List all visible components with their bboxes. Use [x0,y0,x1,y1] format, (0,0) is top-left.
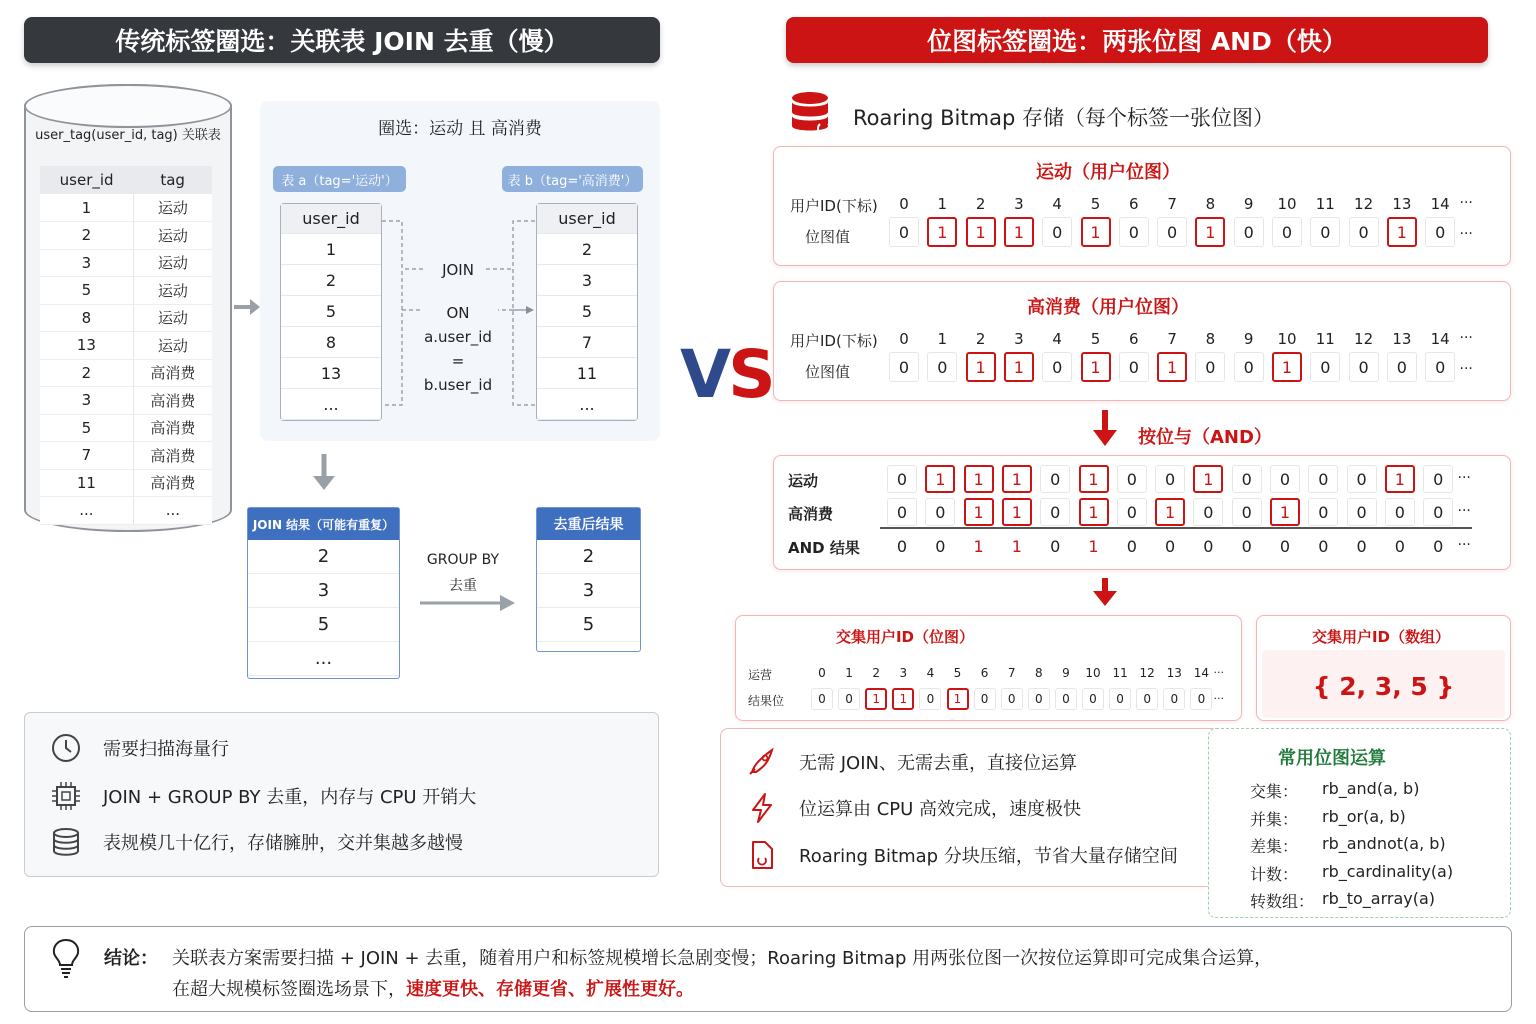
index-cell: 8 [1205,195,1216,213]
drawbacks-box [24,712,659,877]
bit-cell: 0 [1349,217,1379,247]
op-function: rb_to_array(a) [1322,889,1436,908]
inter-bit-cell: 0 [919,688,941,710]
and-bit-cell: 1 [964,498,994,526]
inter-bit-cell: 0 [838,688,860,710]
and-bit-cell: 0 [1308,465,1338,493]
user-id-cell: 5 [40,414,133,442]
user-id-cell: 2 [40,359,133,387]
conclusion-highlight: 速度更快、存储更省、扩展性更好。 [406,979,694,1000]
table-name: user_tag(user_id, tag) 关联表 [35,128,221,143]
index-cell: 11 [1315,330,1335,348]
inter-index-cell: 5 [953,666,962,680]
table-row [40,387,212,415]
arrow-down-red-icon [1092,576,1118,608]
and-bit-cell: 0 [1347,465,1377,493]
tag-cell: 高消费 [133,469,212,497]
table-row [40,222,212,250]
vs-label [680,336,773,413]
and-bit-cell: 1 [1079,498,1109,526]
on-label: ON [446,304,470,322]
arrow-down-red-icon [1092,408,1118,448]
and-bit-cell: 0 [887,498,917,526]
and-bit-cell: 0 [1423,465,1453,493]
query-title: 圈选：运动 且 高消费 [378,119,542,139]
bit-cell: 1 [927,217,957,247]
inter-index-cell: 6 [980,666,989,680]
bit-cell: 0 [1042,352,1072,382]
and-bit-cell: 0 [1193,498,1223,526]
inter-bit-cell: 1 [865,688,887,710]
result-cell: 5 [537,608,640,642]
and-bit-cell: 0 [896,536,908,556]
join-cond-2: = [451,352,465,370]
and-bit-cell: 1 [964,465,994,493]
table-row [40,249,212,277]
inter-index-cell: 14 [1193,666,1210,680]
benefit-3-text: Roaring Bitmap 分块压缩，节省大量存储空间 [799,846,1178,867]
result-cell: 3 [537,574,640,608]
and-row-label: 运动 [788,472,819,490]
result-cell: 5 [248,608,399,642]
result-cell: 2 [537,540,640,574]
result-cell: 3 [248,574,399,608]
and-row-label: AND 结果 [788,539,860,557]
table-row [40,304,212,332]
index-cell: 14 [1430,195,1450,213]
and-bit-cell: 0 [1347,498,1377,526]
inter-index-cell: 3 [899,666,908,680]
ellipsis: ··· [1459,361,1473,377]
bit-cell: 0 [1425,352,1455,382]
bit-cell: 1 [1004,217,1034,247]
table-row [40,469,212,497]
and-bit-cell: 0 [887,465,917,493]
storage-label: Roaring Bitmap 存储（每个标签一张位图） [853,106,1274,130]
table-row [40,414,212,442]
drawback-3-text: 表规模几十亿行，存储臃肿，交并集越多越慢 [103,833,463,854]
op-name: 转数组： [1250,892,1315,911]
and-bit-cell: 0 [925,498,955,526]
table-row [40,442,212,470]
col-cell: 11 [537,358,637,389]
user-id-cell: 3 [40,249,133,277]
col-cell: 7 [537,327,637,358]
inter-bit-cell: 0 [1109,688,1131,710]
bit-cell: 0 [889,217,919,247]
index-cell: 11 [1315,195,1335,213]
bit-cell: 1 [1157,352,1187,382]
and-bit-cell: 0 [1270,465,1300,493]
tag-cell: ... [133,497,212,525]
benefits-box [720,728,1224,887]
table-b-column [536,203,638,421]
dedup-title: 去重后结果 [537,508,640,540]
lightning-icon [745,791,779,825]
index-cell: 7 [1167,330,1177,348]
and-bit-cell: 1 [1385,465,1415,493]
bit-cell: 1 [1081,217,1111,247]
col-cell: 8 [281,327,381,358]
join-cond-1: a.user_id [424,328,492,346]
database-red-icon [790,90,834,136]
col-cell: 2 [281,265,381,296]
clock-icon [49,731,83,765]
conclusion-line1: 关联表方案需要扫描 + JOIN + 去重，随着用户和标签规模增长急剧变慢；Roaring Bitmap 用两张位图一次按位运算即可完成集合运算， [172,948,1273,969]
and-divider [880,527,1472,529]
and-label: 按位与（AND） [1138,427,1272,448]
conclusion-line2 [172,975,694,1001]
join-cond-3: b.user_id [423,376,493,394]
bit-cell: 0 [1042,217,1072,247]
user-id-cell: 13 [40,332,133,360]
drawback-1 [49,731,229,765]
ellipsis: ··· [1457,503,1471,519]
index-cell: 3 [1014,195,1024,213]
user-id-cell: ... [40,497,133,525]
and-bit-cell: 0 [1117,465,1147,493]
and-bit-cell: 0 [1279,536,1291,556]
op-function: rb_and(a, b) [1322,779,1420,798]
user-id-cell: 5 [40,277,133,305]
user-id-cell: 3 [40,387,133,415]
tag-cell: 运动 [133,249,212,277]
inter-index-cell: 4 [926,666,935,680]
table-row [40,277,212,305]
index-cell: 12 [1354,195,1374,213]
index-cell: 6 [1129,195,1139,213]
and-bit-cell: 1 [1079,465,1109,493]
value-label: 位图值 [805,363,851,381]
bit-cell: 1 [966,217,996,247]
index-cell: 0 [899,330,909,348]
col-cell: 5 [537,296,637,327]
drawback-1-text: 需要扫描海量行 [103,739,229,760]
col-cell: 5 [281,296,381,327]
inter-index-cell: 10 [1085,666,1101,680]
drawback-2 [49,779,476,813]
result-cell: 2 [248,540,399,574]
and-bit-cell: 1 [925,465,955,493]
index-cell: 2 [975,330,986,348]
right-title: 位图标签圈选：两张位图 AND（快） [786,17,1488,63]
dedup-result-box [536,507,641,652]
table-row [40,194,212,222]
col-header: user_id [537,204,637,234]
and-bit-cell: 1 [1002,465,1032,493]
index-cell: 1 [937,195,948,213]
tag-cell: 运动 [133,277,212,305]
and-bit-cell: 1 [1088,536,1099,556]
inter-index-cell: 11 [1112,666,1128,680]
drawback-3 [49,825,463,859]
and-bit-cell: 0 [1423,498,1453,526]
and-bit-cell: 1 [1155,498,1185,526]
index-cell: 13 [1392,330,1412,348]
bit-cell: 0 [927,352,957,382]
index-cell: 12 [1354,330,1374,348]
arrow-right-icon [232,296,262,318]
op-function: rb_cardinality(a) [1322,861,1454,881]
bit-cell: 1 [1195,217,1225,247]
user-tag-table [40,166,212,525]
index-cell: 4 [1052,195,1062,213]
join-label: JOIN [442,261,474,279]
index-cell: 4 [1052,330,1062,348]
op-function: rb_andnot(a, b) [1322,834,1446,853]
inter-row2-label: 结果位 [748,694,785,708]
bit-cell: 0 [1119,352,1149,382]
col-cell: 1 [281,234,381,265]
index-cell: 3 [1014,330,1024,348]
and-bit-cell: 0 [1356,536,1367,556]
index-label: 用户ID(下标) [790,197,878,215]
and-bit-cell: 0 [1318,536,1329,556]
and-bit-cell: 0 [1232,498,1262,526]
tag-cell: 运动 [133,194,212,222]
bit-cell: 0 [1310,352,1340,382]
and-bit-cell: 0 [1385,498,1415,526]
bit-cell: 1 [966,352,996,382]
inter-array-title: 交集用户ID（数组） [1311,628,1451,646]
col-header-user-id: user_id [40,166,133,194]
inter-bit-cell: 0 [811,688,833,710]
index-cell: 8 [1205,330,1216,348]
and-bit-cell: 0 [935,536,946,556]
inter-index-cell: 13 [1166,666,1182,680]
index-cell: 6 [1129,330,1139,348]
bit-cell: 0 [1425,217,1455,247]
database-icon [49,825,83,859]
table-row [40,497,212,525]
inter-bit-cell: 0 [1028,688,1050,710]
and-bit-cell: 0 [1040,498,1070,526]
and-bit-cell: 0 [1117,498,1147,526]
inter-index-cell: 7 [1007,666,1016,680]
drawback-2-text: JOIN + GROUP BY 去重，内存与 CPU 开销大 [103,787,477,808]
index-cell: 10 [1277,330,1297,348]
arrow-right-icon [418,592,518,614]
and-bit-cell: 0 [1050,536,1061,556]
index-cell: 2 [975,195,986,213]
inter-bit-cell: 0 [1082,688,1104,710]
inter-bit-cell: 0 [1055,688,1077,710]
benefit-2-text: 位运算由 CPU 高效完成，速度极快 [799,799,1082,820]
op-function: rb_or(a, b) [1322,806,1406,826]
index-cell: 0 [899,195,909,213]
table-a-label: 表 a（tag='运动'） [273,166,406,192]
inter-index-cell: 8 [1034,666,1043,680]
index-cell: 5 [1090,195,1101,213]
tag-cell: 高消费 [133,387,212,415]
ellipsis: ··· [1213,692,1224,705]
op-name: 并集： [1250,809,1299,829]
tag-cell: 高消费 [133,359,212,387]
inter-row1-label: 运营 [748,668,773,682]
bit-cell: 1 [1272,352,1302,382]
and-bit-cell: 1 [973,536,984,556]
bit-cell: 0 [1157,217,1187,247]
op-name: 差集： [1250,837,1299,856]
inter-bit-cell: 0 [1136,688,1158,710]
spend-title: 高消费（用户位图） [1027,297,1189,318]
and-bit-cell: 1 [1270,498,1300,526]
left-title: 传统标签圈选：关联表 JOIN 去重（慢） [24,17,660,63]
col-cell: ... [281,389,381,420]
benefit-1 [745,745,1077,779]
col-header: user_id [281,204,381,234]
result-cell: ... [248,642,399,676]
table-row [40,359,212,387]
inter-bit-cell: 1 [892,688,914,710]
and-bit-cell: 0 [1203,536,1214,556]
ellipsis: ··· [1459,195,1473,211]
join-result-box [247,507,400,679]
index-cell: 9 [1243,195,1254,213]
and-bit-cell: 1 [1002,498,1032,526]
user-id-cell: 11 [40,469,133,497]
group-by-label: GROUP BY [426,552,500,568]
col-cell: ... [537,389,637,420]
and-bit-cell: 0 [1433,536,1444,556]
benefit-2 [745,791,1081,825]
conclusion-line2-prefix: 在超大规模标签圈选场景下， [172,979,406,1000]
inter-array-value: { 2, 3, 5 } [1312,672,1455,701]
ellipsis: ··· [1457,470,1471,486]
bit-cell: 0 [1234,352,1264,382]
cylinder-top [24,84,232,128]
user-id-cell: 7 [40,442,133,470]
conclusion-label: 结论： [104,948,158,969]
inter-index-cell: 12 [1139,666,1155,680]
bit-cell: 0 [1195,352,1225,382]
col-cell: 3 [537,265,637,296]
bit-cell: 0 [1272,217,1302,247]
cpu-icon [49,779,83,813]
ellipsis: ··· [1459,226,1473,242]
col-cell: 2 [537,234,637,265]
inter-index-cell: 2 [872,666,880,680]
user-id-cell: 1 [40,194,133,222]
table-row [40,332,212,360]
lightbulb-icon [50,937,82,979]
tag-cell: 运动 [133,222,212,250]
index-label: 用户ID(下标) [790,332,878,350]
inter-bit-cell: 0 [1190,688,1212,710]
ops-title: 常用位图运算 [1278,748,1386,769]
bit-cell: 0 [1234,217,1264,247]
bit-cell: 0 [1349,352,1379,382]
tag-cell: 高消费 [133,442,212,470]
bit-cell: 0 [1387,352,1417,382]
inter-bitmap-title: 交集用户ID（位图） [835,628,975,646]
ellipsis: ··· [1213,666,1224,679]
user-id-cell: 8 [40,304,133,332]
inter-index-cell: 9 [1062,666,1070,680]
and-bit-cell: 0 [1308,498,1338,526]
col-cell: 13 [281,358,381,389]
bit-cell: 0 [889,352,919,382]
and-bit-cell: 0 [1394,536,1405,556]
index-cell: 10 [1277,195,1297,213]
bit-cell: 0 [1310,217,1340,247]
inter-bit-cell: 1 [947,688,969,710]
index-cell: 7 [1167,195,1177,213]
file-icon [745,838,779,872]
index-cell: 9 [1243,330,1254,348]
index-cell: 5 [1090,330,1101,348]
and-bit-cell: 0 [1232,465,1262,493]
and-bit-cell: 0 [1165,536,1176,556]
tag-cell: 高消费 [133,414,212,442]
op-name: 计数： [1250,864,1299,884]
ellipsis: ··· [1459,330,1473,346]
inter-bit-cell: 0 [1001,688,1023,710]
and-row-label: 高消费 [788,505,834,523]
bit-cell: 1 [1081,352,1111,382]
table-b-label: 表 b（tag='高消费'） [502,166,643,192]
and-bit-cell: 0 [1040,465,1070,493]
benefit-3 [745,838,1178,872]
index-cell: 13 [1392,195,1412,213]
tag-cell: 运动 [133,332,212,360]
inter-index-cell: 0 [818,666,826,680]
and-bit-cell: 1 [1011,536,1022,556]
tag-cell: 运动 [133,304,212,332]
vs-text: VS [680,336,773,413]
index-cell: 14 [1430,330,1450,348]
and-bit-cell: 1 [1193,465,1223,493]
value-label: 位图值 [805,228,851,246]
and-bit-cell: 0 [1155,465,1185,493]
and-bit-cell: 0 [1126,536,1137,556]
bit-cell: 1 [1004,352,1034,382]
benefit-1-text: 无需 JOIN、无需去重，直接位运算 [799,753,1077,774]
table-a-column [280,203,382,421]
rocket-icon [745,745,779,779]
bit-cell: 1 [1387,217,1417,247]
arrow-down-icon [311,452,337,492]
col-header-tag: tag [133,166,212,194]
inter-index-cell: 1 [845,666,853,680]
bit-cell: 0 [1119,217,1149,247]
sport-title: 运动（用户位图） [1036,162,1180,183]
op-name: 交集： [1250,782,1299,801]
dedup-label: 去重 [449,578,477,594]
inter-bit-cell: 0 [1163,688,1185,710]
user-id-cell: 2 [40,222,133,250]
inter-bit-cell: 0 [974,688,996,710]
index-cell: 1 [937,330,948,348]
and-bit-cell: 0 [1241,536,1252,556]
join-result-title: JOIN 结果（可能有重复） [248,508,399,540]
ellipsis: ··· [1457,537,1471,553]
